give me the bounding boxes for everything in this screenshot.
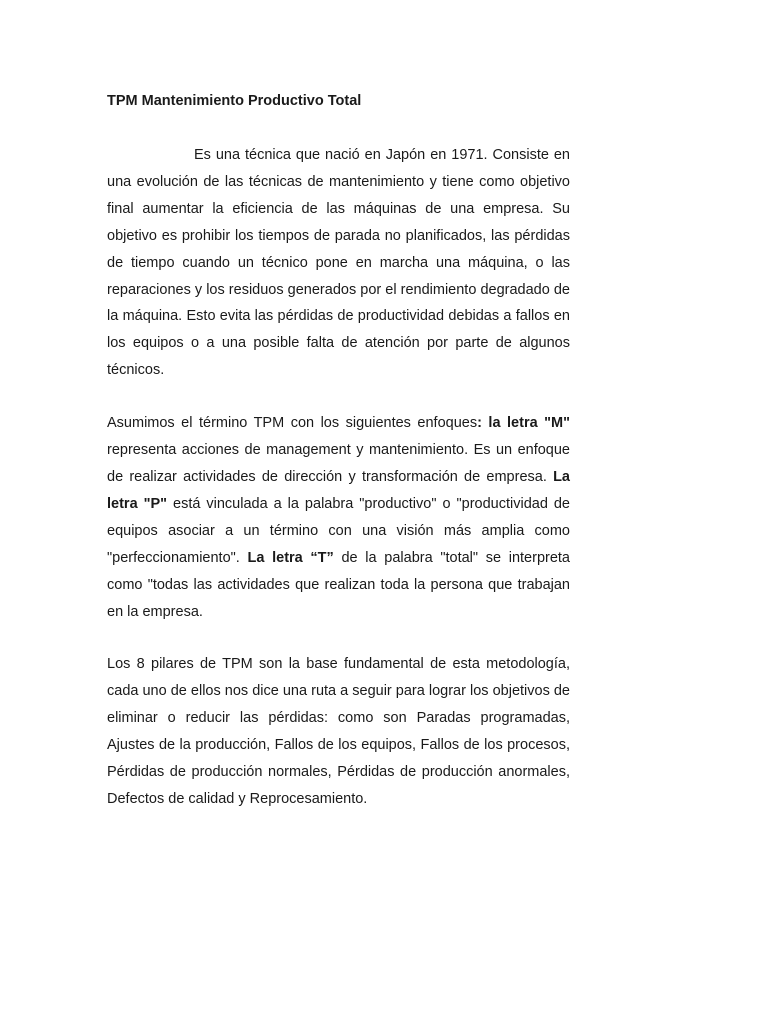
document-title: TPM Mantenimiento Productivo Total — [107, 93, 362, 109]
paragraph2-text-4: de la palabra "total" se interpreta como "todas las actividades que realizan toda la persona que trabajan en la empresa. — [107, 549, 570, 620]
paragraph-tpm-letters — [107, 410, 570, 625]
letter-m-label: : la letra "M" — [477, 415, 570, 432]
letter-t-label: La letra “T” — [247, 549, 334, 566]
letter-p-label: La letra "P" — [107, 468, 570, 512]
paragraph-intro: Es una técnica que nació en Japón en 1971. Consiste en una evolución de las técnicas de mantenimiento y tiene como objetivo final aumentar la eficiencia de las máquinas de una empresa. Su objetivo es prohibir los tiempos de parada no planificados, las pérdidas de tiempo cuando un técnico pone en marcha una máquina, o las reparaciones y los residuos generados por el rendimiento degradado de la máquina. Esto evita las pérdidas de productividad debidas a fallos en los equipos o a una posible falta de atención por parte de algunos técnicos. — [107, 147, 570, 379]
document-page — [107, 88, 570, 813]
paragraph2-text-1: Asumimos el término TPM con los siguientes enfoques — [107, 415, 478, 432]
paragraph2-text-2: representa acciones de management y mantenimiento. Es un enfoque de realizar actividades de dirección y transformación de empresa. — [107, 442, 570, 485]
paragraph2-text-3: está vinculada a la palabra "productivo" o "productividad de equipos asociar a un término con una visión más amplia como "perfeccionamiento". — [107, 495, 570, 566]
paragraph-pillars: Los 8 pilares de TPM son la base fundamental de esta metodología, cada uno de ellos nos dice una ruta a seguir para lograr los objetivos de eliminar o reducir las pérdidas: como son Paradas programadas, Ajustes de la producción, Fallos de los equipos, Fallos de los procesos, Pérdidas de producción normales, Pérdidas de producción anormales, Defectos de calidad y Reprocesamiento. — [107, 656, 570, 807]
